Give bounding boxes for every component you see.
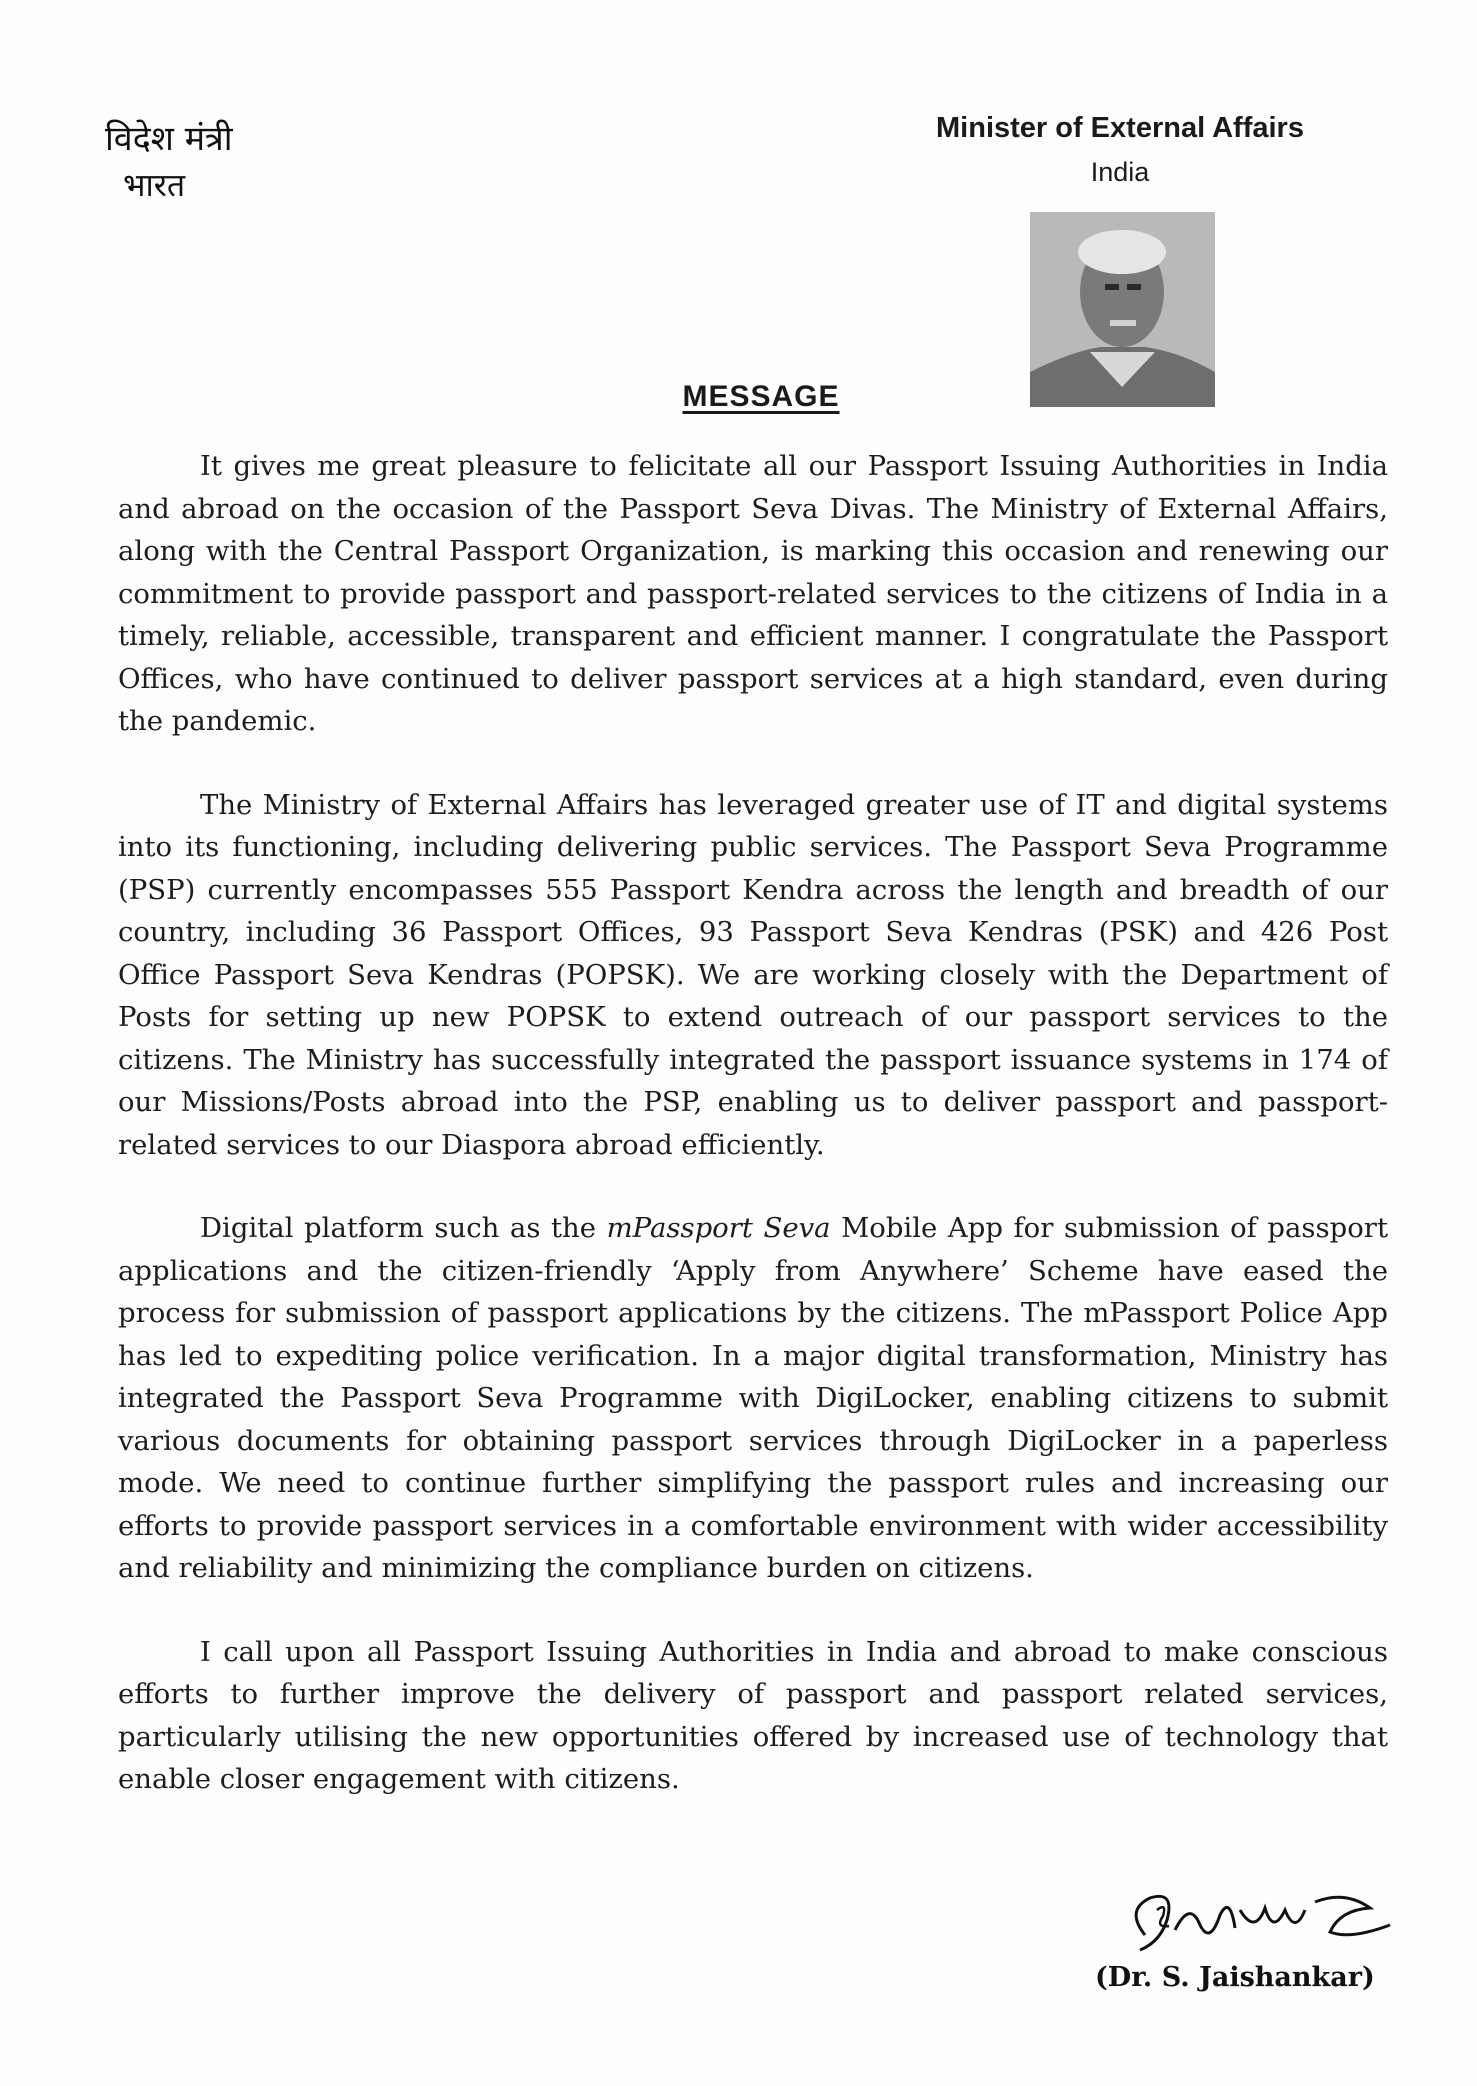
english-country: India xyxy=(1090,157,1150,187)
english-title: Minister of External Affairs xyxy=(936,112,1304,144)
signature-image xyxy=(1105,1880,1425,1970)
paragraph-3 xyxy=(118,1207,1388,1590)
paragraph-3-end: Mobile App for submission of passport applications and the citizen-friendly ‘Apply from Anywhere’ Scheme have eased the process for submission of passport applications by the citizens. The mPassport Police App has led to expediting police verification. In a major digital transformation, Ministry has integrated the Passport Seva Programme with DigiLocker, enabling citizens to submit various documents for obtaining passport services through DigiLocker in a paperless mode. We need to continue further simplifying the passport rules and increasing our efforts to provide passport services in a comfortable environment with wider accessibility and reliability and minimizing the compliance burden on citizens. xyxy=(118,1212,1388,1584)
signatory-name: (Dr. S. Jaishankar) xyxy=(1095,1962,1375,1993)
app-name: mPassport Seva xyxy=(606,1212,831,1244)
minister-photo xyxy=(1030,212,1215,407)
message-heading: MESSAGE xyxy=(682,380,840,413)
paragraph-3-start: Digital platform such as the xyxy=(200,1212,607,1244)
paragraph-2: The Ministry of External Affairs has leveraged greater use of IT and digital systems into its functioning, including delivering public services. The Passport Seva Programme (PSP) currently encompasses 555 Passport Kendra across the length and breadth of our country, including 36 Passport Offices, 93 Passport Seva Kendras (PSK) and 426 Post Office Passport Seva Kendras (POPSK). We are working closely with the Department of Posts for setting up new POPSK to extend outreach of our passport services to the citizens. The Ministry has successfully integrated the passport issuance systems in 174 of our Missions/Posts abroad into the PSP, enabling us to deliver passport and passport-related services to our Diaspora abroad efficiently. xyxy=(118,788,1388,1161)
handwritten-signature xyxy=(1105,1880,1425,1970)
message-body xyxy=(118,445,1388,1842)
paragraph-1: It gives me great pleasure to felicitate all our Passport Issuing Authorities in India and abroad on the occasion of the Passport Seva Divas. The Ministry of External Affairs, along with the Central Passport Organization, is marking this occasion and renewing our commitment to provide passport and passport-related services to the citizens of India in a timely, reliable, accessible, transparent and efficient manner. I congratulate the Passport Offices, who have continued to deliver passport services at a high standard, even during the pandemic. xyxy=(118,450,1388,737)
paragraph-4: I call upon all Passport Issuing Authorities in India and abroad to make conscious efforts to further improve the delivery of passport and passport related services, particularly utilising the new opportunities offered by increased use of technology that enable closer engagement with citizens. xyxy=(118,1635,1388,1795)
hindi-title: विदेश मंत्री xyxy=(105,119,233,159)
portrait-image xyxy=(1030,212,1215,407)
hindi-letterhead xyxy=(105,115,233,207)
english-letterhead xyxy=(900,108,1340,192)
hindi-country: भारत xyxy=(123,166,186,204)
